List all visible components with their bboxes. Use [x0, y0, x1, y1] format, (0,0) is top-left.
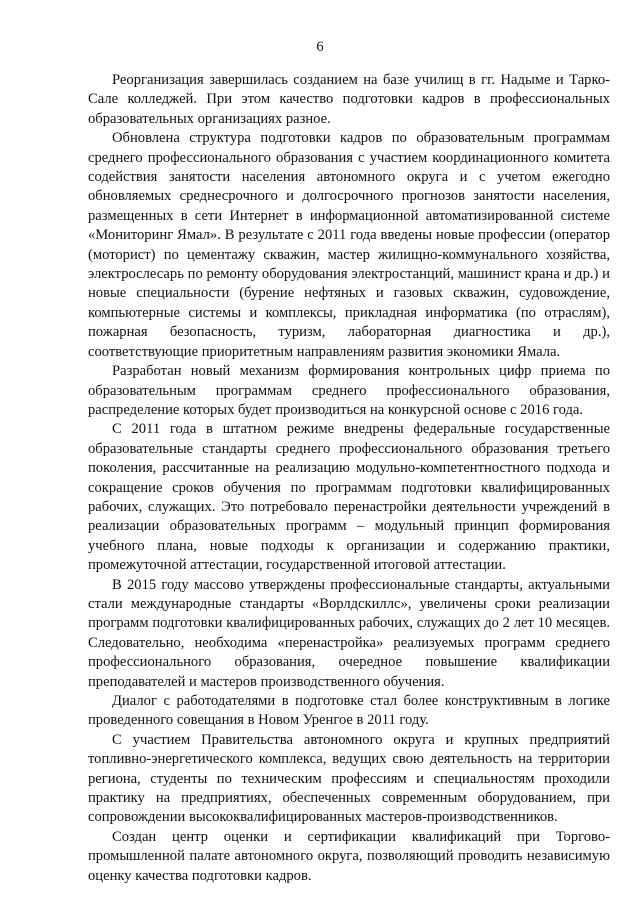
paragraph-employer-dialogue: Диалог с работодателями в подготовке стал более конструктивным в логике проведенного совещания в Новом Уренгое в 2011 году. — [88, 693, 610, 729]
page-number: 6 — [316, 39, 324, 55]
document-body — [88, 71, 610, 886]
paragraph-federal-standards: С 2011 года в штатном режиме внедрены федеральные государственные образовательные стандарты среднего профессионального образования третьего поколения, рассчитанные на реализацию модульно-компетентностного подхода и сокращение сроков обучения по программам подготовки квалифицированных рабочих, служащих. Это потребовало перенастройки деятельности учреждений в реализации образовательных программ – модульный принцип формирования учебного плана, новые подходы к организации и содержанию практики, промежуточной аттестации, государственной итоговой аттестации. — [88, 421, 610, 574]
paragraph-structure-update: Обновлена структура подготовки кадров по образовательным программам среднего профессионального образования с участием координационного комитета содействия занятости населения автономного округа и с учетом ежегодно обновляемых среднесрочного и долгосрочного прогнозов занятости населения, размещенных в сети Интернет в информационной автоматизированной системе «Мониторинг Ямал». В результате с 2011 года введены новые профессии (оператор (моторист) по цементажу скважин, мастер жилищно-коммунального хозяйства, электрослесарь по ремонту оборудования электростанций, машинист крана и др.) и новые специальности (бурение нефтяных и газовых скважин, судовождение, компьютерные системы и комплексы, прикладная информатика (по отраслям), пожарная безопасность, туризм, лабораторная диагностика и др.), соответствующие приоритетным направлениям развития экономики Ямала. — [88, 130, 610, 360]
paragraph-professional-standards: В 2015 году массово утверждены профессиональные стандарты, актуальными стали международные стандарты «Ворлдскиллс», увеличены сроки реализации программ подготовки квалифицированных рабочих, служащих до 2 лет 10 месяцев. Следовательно, необходима «перенастройка» реализуемых программ среднего профессионального образования, очередное повышение квалификации преподавателей и мастеров производственного обучения. — [88, 576, 610, 690]
paragraph-admission-mechanism: Разработан новый механизм формирования контрольных цифр приема по образовательным программам среднего профессионального образования, распределение которых будет производиться на конкурсной основе с 2016 года. — [88, 363, 610, 418]
paragraph-certification-center: Создан центр оценки и сертификации квалификаций при Торгово-промышленной палате автономного округа, позволяющий проводить независимую оценку качества подготовки кадров. — [88, 828, 610, 884]
paragraph-reorganization: Реорганизация завершилась созданием на базе училищ в гг. Надыме и Тарко-Сале колледжей. При этом качество подготовки кадров в профессиональных образовательных организациях разное. — [88, 72, 610, 127]
paragraph-practice: С участием Правительства автономного округа и крупных предприятий топливно-энергетического комплекса, ведущих свою деятельность на территории региона, студенты по техническим профессиям и специальностям проходили практику на предприятиях, обеспеченных современным оборудованием, при сопровождении высококвалифицированных мастеров-производственников. — [88, 731, 610, 826]
